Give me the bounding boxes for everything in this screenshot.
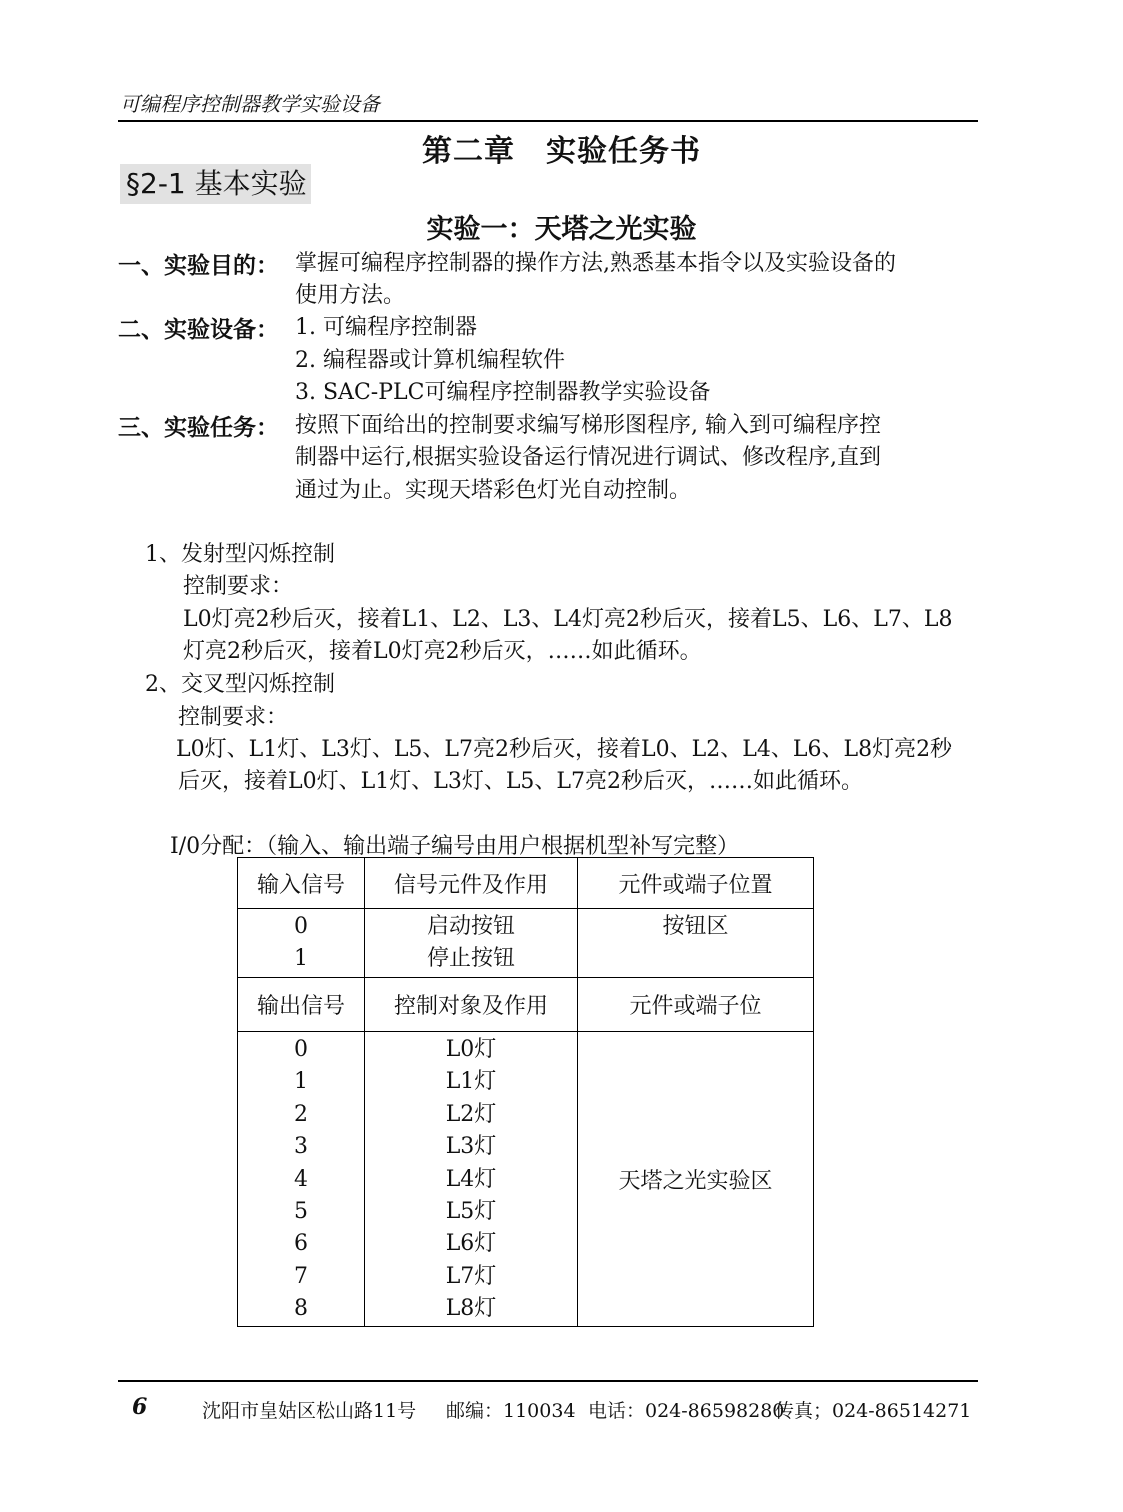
output-signal: 3 <box>294 1134 308 1160</box>
output-functions-cell <box>365 1032 578 1327</box>
objective-label: 一、实验目的： <box>118 253 279 279</box>
input-signals-cell <box>238 909 365 978</box>
output-function: L3灯 <box>445 1134 497 1160</box>
item1-line-2: 灯亮2秒后灭，接着L0灯亮2秒后灭，……如此循环。 <box>183 639 702 664</box>
input-signal: 0 <box>294 914 308 939</box>
output-function: L2灯 <box>445 1101 497 1127</box>
section-title: §2-1 基本实验 <box>120 164 311 204</box>
io-table <box>237 857 814 1327</box>
experiment-title: 实验一：天塔之光实验 <box>426 214 697 245</box>
output-location-cell: 天塔之光实验区 <box>578 1032 814 1327</box>
output-signal: 6 <box>294 1231 308 1257</box>
input-functions-cell <box>365 909 578 978</box>
output-signal: 0 <box>294 1037 308 1062</box>
input-body-row <box>238 909 814 978</box>
page-number: 6 <box>132 1394 148 1420</box>
footer-divider <box>118 1380 978 1382</box>
item2-line-1: L0灯、L1灯、L3灯、L5、L7亮2秒后灭，接着L0、L2、L4、L6、L8灯亮2秒 <box>176 737 953 762</box>
output-function: L6灯 <box>445 1231 497 1257</box>
header-title: 可编程序控制器教学实验设备 <box>120 92 380 116</box>
task-line-3: 通过为止。实现天塔彩色灯光自动控制。 <box>295 478 692 503</box>
item2-title: 2、交叉型闪烁控制 <box>145 672 335 697</box>
equipment-item-1: 1. 可编程序控制器 <box>295 315 477 340</box>
item2-line-2: 后灭，接着L0灯、L1灯、L3灯、L5、L7亮2秒后灭，……如此循环。 <box>178 769 864 794</box>
footer-phone: 电话：024-86598280 <box>588 1400 785 1422</box>
item1-line-1: L0灯亮2秒后灭，接着L1、L2、L3、L4灯亮2秒后灭，接着L5、L6、L7、L8 <box>183 607 953 632</box>
item2-req-label: 控制要求： <box>178 705 289 730</box>
output-header-row <box>238 978 814 1032</box>
item1-req-label: 控制要求： <box>183 574 294 599</box>
input-function: 启动按钮 <box>426 914 515 939</box>
output-signal: 1 <box>294 1069 308 1095</box>
output-header-location: 元件或端子位 <box>578 978 814 1032</box>
output-signal: 8 <box>294 1296 308 1322</box>
output-header-function: 控制对象及作用 <box>365 978 578 1032</box>
footer-address: 沈阳市皇姑区松山路11号 <box>202 1400 417 1422</box>
equipment-item-3: 3. SAC-PLC可编程序控制器教学实验设备 <box>295 380 711 405</box>
footer-postcode: 邮编：110034 <box>446 1400 576 1422</box>
output-function: L4灯 <box>445 1166 497 1192</box>
input-location: 按钮区 <box>662 914 729 939</box>
input-header-location: 元件或端子位置 <box>578 858 814 909</box>
input-header-row <box>238 858 814 909</box>
output-signals-cell <box>238 1032 365 1327</box>
equipment-label: 二、实验设备： <box>118 317 279 343</box>
output-signal: 5 <box>294 1198 308 1224</box>
chapter-title: 第二章 实验任务书 <box>422 134 701 169</box>
output-body-row <box>238 1032 814 1327</box>
item1-title: 1、发射型闪烁控制 <box>145 542 335 567</box>
output-function: L1灯 <box>445 1069 497 1095</box>
output-header-signal: 输出信号 <box>238 978 365 1032</box>
output-function: L8灯 <box>445 1296 497 1322</box>
equipment-item-2: 2. 编程器或计算机编程软件 <box>295 348 565 373</box>
footer-fax: 传真；024-86514271 <box>775 1400 972 1422</box>
output-signal: 4 <box>294 1166 308 1192</box>
input-header-signal: 输入信号 <box>238 858 365 909</box>
task-label: 三、实验任务： <box>118 415 279 441</box>
task-line-1: 按照下面给出的控制要求编写梯形图程序, 输入到可编程序控 <box>295 413 881 438</box>
header-divider <box>118 120 978 122</box>
task-line-2: 制器中运行,根据实验设备运行情况进行调试、修改程序,直到 <box>295 445 881 470</box>
output-function: L0灯 <box>445 1037 497 1062</box>
output-signal: 7 <box>294 1263 308 1289</box>
io-caption: I/0分配：（输入、输出端子编号由用户根据机型补写完整） <box>170 834 740 859</box>
output-function: L7灯 <box>445 1263 497 1289</box>
input-header-function: 信号元件及作用 <box>365 858 578 909</box>
input-signal: 1 <box>294 946 308 972</box>
objective-line-2: 使用方法。 <box>295 283 406 308</box>
output-signal: 2 <box>294 1101 308 1127</box>
objective-line-1: 掌握可编程序控制器的操作方法,熟悉基本指令以及实验设备的 <box>295 251 896 276</box>
input-location-cell <box>578 909 814 978</box>
output-function: L5灯 <box>445 1198 497 1224</box>
input-function: 停止按钮 <box>426 946 515 972</box>
